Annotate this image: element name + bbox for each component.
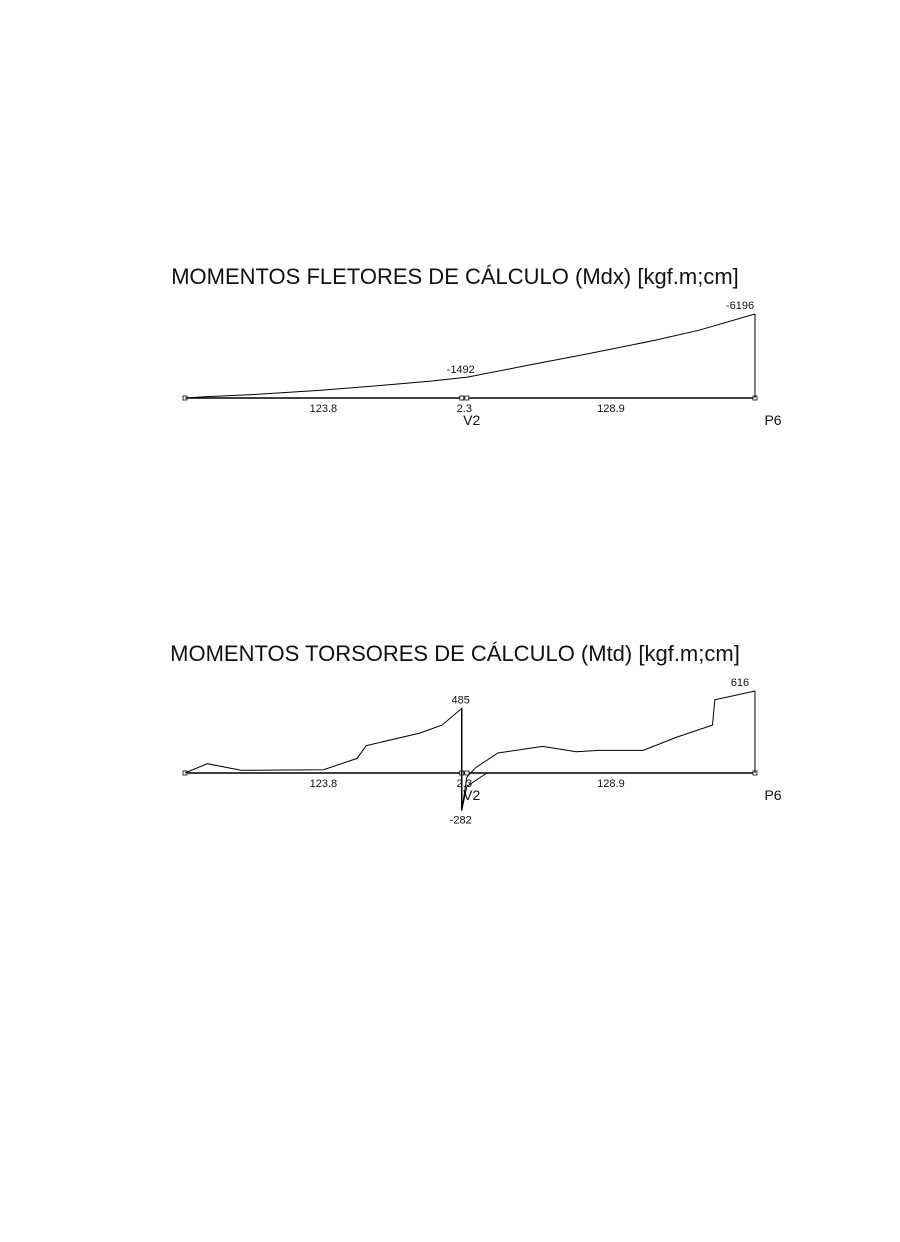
mdx-span-label: 128.9	[597, 403, 625, 415]
mdx-value-label: -1492	[446, 363, 475, 376]
mdx-moment-line	[185, 314, 755, 398]
mdx-span-label: 123.8	[309, 403, 338, 415]
mtd-value-label: -282	[449, 814, 472, 827]
mtd-support-label-v2: V2	[463, 787, 481, 803]
mdx-diagram-title: MOMENTOS FLETORES DE CÁLCULO (Mdx) [kgf.m;cm]	[171, 264, 739, 289]
mtd-span-label: 128.9	[597, 778, 625, 790]
mtd-support-label-p6: P6	[764, 787, 782, 803]
mdx-node-marker	[460, 396, 464, 400]
mdx-span-label: 2.3	[456, 403, 472, 415]
mtd-node-marker	[465, 771, 469, 775]
mtd-diagram-title: MOMENTOS TORSORES DE CÁLCULO (Mtd) [kgf.m;cm]	[170, 641, 740, 666]
mdx-value-label: -6196	[725, 300, 755, 312]
mdx-node-marker	[465, 396, 469, 400]
mdx-support-label-v2: V2	[463, 412, 481, 428]
mtd-value-label: 485	[451, 694, 470, 707]
mdx-support-label-p6: P6	[764, 412, 782, 428]
mtd-span-label: 123.8	[309, 778, 338, 790]
mtd-value-label: 616	[730, 677, 750, 689]
mtd-span-label: 2.3	[456, 778, 472, 790]
